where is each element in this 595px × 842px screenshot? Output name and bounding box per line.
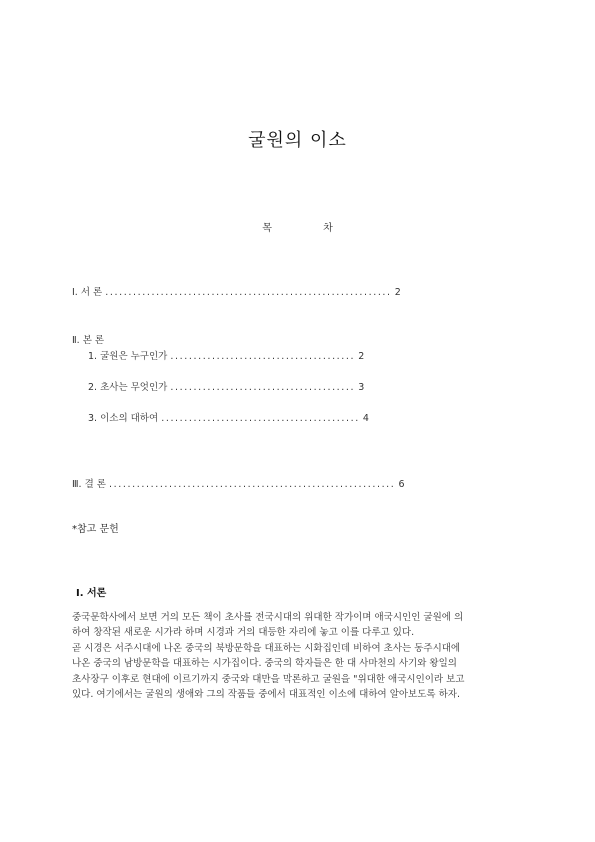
toc-label: Ⅱ. 본 론 <box>72 335 105 346</box>
body-line: 나온 중국의 남방문학을 대표하는 시가집이다. 중국의 학자들은 한 대 사마천의 사기와 왕일의 <box>72 658 457 670</box>
toc-label: Ⅰ. 서 론 <box>72 287 103 298</box>
toc-entry-about-lisao <box>88 410 369 424</box>
toc-label: 2. 초사는 무엇인가 <box>88 382 168 393</box>
toc-label: Ⅲ. 결 론 <box>72 479 106 490</box>
toc-heading <box>0 219 595 234</box>
toc-page: 4 <box>362 413 369 424</box>
toc-leader: .............................................................. <box>105 287 392 298</box>
references-label: *참고 문헌 <box>72 524 119 535</box>
toc-page: 2 <box>358 351 365 362</box>
body-line: 초사장구 이후로 현대에 이르기까지 중국와 대만을 막론하고 굴원을 "위대한 애국시인이라 보고 <box>72 673 465 685</box>
toc-leader: ........................................... <box>161 413 360 424</box>
body-line: 곧 시경은 서주시대에 나온 중국의 북방문학을 대표하는 시화집인데 비하여 초사는 동주시대에 <box>72 642 461 654</box>
toc-entry-who-is-quyuan <box>88 348 364 362</box>
toc-page: 2 <box>394 287 401 298</box>
toc-entry-main-body <box>72 332 104 346</box>
toc-entry-what-is-chuci <box>88 379 364 393</box>
toc-page: 3 <box>358 382 365 393</box>
toc-leader: ........................................ <box>170 351 356 362</box>
section-title-introduction: Ⅰ. 서론 <box>76 588 107 599</box>
toc-page: 6 <box>398 479 405 490</box>
toc-leader: .............................................................. <box>109 479 396 490</box>
toc-label: 3. 이소의 대하여 <box>88 413 159 424</box>
toc-heading-char-1: 목 <box>262 223 272 234</box>
toc-entry-conclusion <box>72 476 405 490</box>
body-line: 하여 창작된 새로운 시가라 하며 시경과 거의 대등한 자리에 놓고 이를 다루고 있다. <box>72 627 415 639</box>
document-title: 굴원의 이소 <box>248 130 347 151</box>
body-line: 있다. 여기에서는 굴원의 생애와 그의 작품들 중에서 대표적인 이소에 대하여 알아보도록 하자. <box>72 689 460 701</box>
body-text <box>72 610 532 702</box>
toc-leader: ........................................ <box>170 382 356 393</box>
toc-label: 1. 굴원은 누구인가 <box>88 351 168 362</box>
body-line: 중국문학사에서 보면 거의 모든 책이 초사를 전국시대의 위대한 작가이며 애국시인인 굴원에 의 <box>72 612 464 623</box>
toc-entry-introduction <box>72 284 401 298</box>
toc-heading-char-2: 차 <box>323 223 333 234</box>
